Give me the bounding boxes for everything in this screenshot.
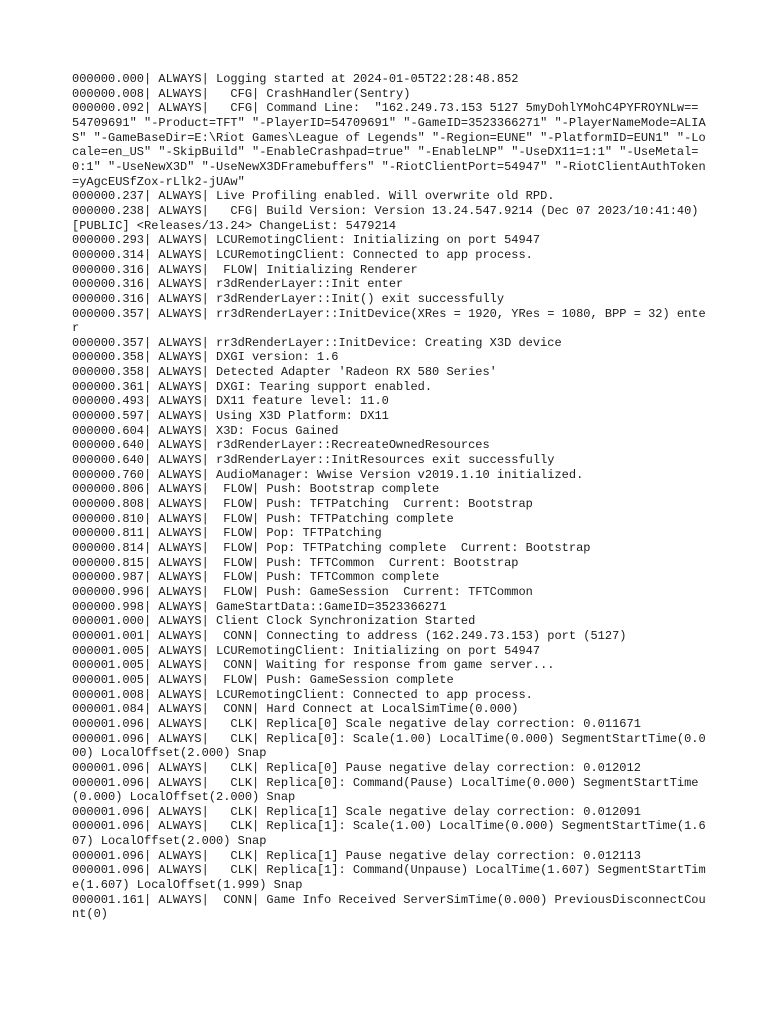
log-line: 000001.096| ALWAYS| CLK| Replica[1] Pause negative delay correction: 0.012113 <box>72 848 641 863</box>
log-line: 000001.008| ALWAYS| LCURemotingClient: Connected to app process. <box>72 687 533 702</box>
log-line: 000000.998| ALWAYS| GameStartData::GameID=3523366271 <box>72 599 447 614</box>
log-line: 000000.238| ALWAYS| CFG| Build Version: Version 13.24.547.9214 (Dec 07 2023/10:41:40) [PUBLIC] <Releases/13.24> ChangeList: 5479214 <box>72 203 706 233</box>
log-line: 000001.096| ALWAYS| CLK| Replica[1]: Command(Unpause) LocalTime(1.607) SegmentStartTime(1.607) LocalOffset(1.999) Snap <box>72 863 706 893</box>
log-line: 000000.316| ALWAYS| r3dRenderLayer::Init enter <box>72 277 404 292</box>
log-line: 000000.808| ALWAYS| FLOW| Push: TFTPatching Current: Bootstrap <box>72 497 533 512</box>
log-line: 000001.096| ALWAYS| CLK| Replica[1] Scale negative delay correction: 0.012091 <box>72 804 641 819</box>
log-line: 000000.357| ALWAYS| rr3dRenderLayer::InitDevice(XRes = 1920, YRes = 1080, BPP = 32) enter <box>72 306 706 336</box>
log-line: 000001.005| ALWAYS| LCURemotingClient: Initializing on port 54947 <box>72 643 541 658</box>
log-line: 000000.811| ALWAYS| FLOW| Pop: TFTPatching <box>72 526 382 541</box>
log-line: 000001.084| ALWAYS| CONN| Hard Connect at LocalSimTime(0.000) <box>72 702 519 717</box>
log-line: 000000.293| ALWAYS| LCURemotingClient: Initializing on port 54947 <box>72 233 541 248</box>
log-line: 000000.316| ALWAYS| FLOW| Initializing Renderer <box>72 262 418 277</box>
log-line: 000000.814| ALWAYS| FLOW| Pop: TFTPatching complete Current: Bootstrap <box>72 541 591 555</box>
log-line: 000000.361| ALWAYS| DXGI: Tearing support enabled. <box>72 379 433 394</box>
log-line: 000000.314| ALWAYS| LCURemotingClient: Connected to app process. <box>72 247 533 262</box>
log-line: 000001.096| ALWAYS| CLK| Replica[0] Pause negative delay correction: 0.012012 <box>72 760 641 775</box>
log-line: 000000.640| ALWAYS| r3dRenderLayer::RecreateOwnedResources <box>72 438 490 453</box>
log-line: 000000.316| ALWAYS| r3dRenderLayer::Init() exit successfully <box>72 291 505 306</box>
log-line: 000001.096| ALWAYS| CLK| Replica[1]: Scale(1.00) LocalTime(0.000) SegmentStartTime(1.607) LocalOffset(2.000) Snap <box>72 819 706 849</box>
log-line: 000000.996| ALWAYS| FLOW| Push: GameSession Current: TFTCommon <box>72 584 533 599</box>
log-line: 000000.604| ALWAYS| X3D: Focus Gained <box>72 423 339 438</box>
log-line: 000001.005| ALWAYS| FLOW| Push: GameSession complete <box>72 672 454 687</box>
log-line: 000000.806| ALWAYS| FLOW| Push: Bootstrap complete <box>72 482 440 497</box>
log-line: 000001.096| ALWAYS| CLK| Replica[0]: Command(Pause) LocalTime(0.000) SegmentStartTime(0.000) LocalOffset(2.000) Snap <box>72 775 699 805</box>
log-line: 000000.810| ALWAYS| FLOW| Push: TFTPatching complete <box>72 511 454 526</box>
log-line: 000000.000| ALWAYS| Logging started at 2024-01-05T22:28:48.852 <box>72 72 519 86</box>
log-line: 000000.493| ALWAYS| DX11 feature level: 11.0 <box>72 394 389 409</box>
log-line: 000000.357| ALWAYS| rr3dRenderLayer::InitDevice: Creating X3D device <box>72 335 562 350</box>
log-line: 000000.597| ALWAYS| Using X3D Platform: DX11 <box>72 409 389 424</box>
log-line: 000000.008| ALWAYS| CFG| CrashHandler(Sentry) <box>72 86 411 101</box>
log-line: 000000.358| ALWAYS| DXGI version: 1.6 <box>72 350 339 365</box>
log-line: 000001.001| ALWAYS| CONN| Connecting to address (162.249.73.153) port (5127) <box>72 628 627 643</box>
log-line: 000000.760| ALWAYS| AudioManager: Wwise Version v2019.1.10 initialized. <box>72 467 584 482</box>
log-line: 000000.640| ALWAYS| r3dRenderLayer::InitResources exit successfully <box>72 453 555 468</box>
log-line: 000001.000| ALWAYS| Client Clock Synchronization Started <box>72 614 476 629</box>
log-line: 000001.161| ALWAYS| CONN| Game Info Received ServerSimTime(0.000) PreviousDisconnectCount(0) <box>72 892 706 922</box>
log-line: 000000.092| ALWAYS| CFG| Command Line: "162.249.73.153 5127 5myDohlYMohC4PYFROYNLw== 54709691" "-Product=TFT" "-PlayerID=54709691" "-GameID=3523366271" "-PlayerNameMode=ALIAS" "-GameBaseDir=E:\Riot Games\League of Legends" "-Region=EUNE" "-PlatformID=EUN1" "-Locale=en_US" "-SkipBuild" "-EnableCrashpad=true" "-EnableLNP" "-UseDX11=1:1" "-UseMetal=0:1" "-UseNewX3D" "-UseNewX3DFramebuffers" "-RiotClientPort=54947" "-RiotClientAuthToken=yAgcEUSfZox-rLlk2-jUAw" <box>72 101 706 189</box>
log-line: 000001.096| ALWAYS| CLK| Replica[0]: Scale(1.00) LocalTime(0.000) SegmentStartTime(0.000) LocalOffset(2.000) Snap <box>72 731 706 761</box>
log-line: 000000.358| ALWAYS| Detected Adapter 'Radeon RX 580 Series' <box>72 365 497 380</box>
log-line: 000000.237| ALWAYS| Live Profiling enabled. Will overwrite old RPD. <box>72 189 555 204</box>
log-line: 000001.096| ALWAYS| CLK| Replica[0] Scale negative delay correction: 0.011671 <box>72 716 641 731</box>
log-line: 000000.987| ALWAYS| FLOW| Push: TFTCommon complete <box>72 570 440 585</box>
log-document <box>72 72 712 922</box>
log-line: 000000.815| ALWAYS| FLOW| Push: TFTCommon Current: Bootstrap <box>72 555 519 570</box>
log-line: 000001.005| ALWAYS| CONN| Waiting for response from game server... <box>72 658 555 673</box>
